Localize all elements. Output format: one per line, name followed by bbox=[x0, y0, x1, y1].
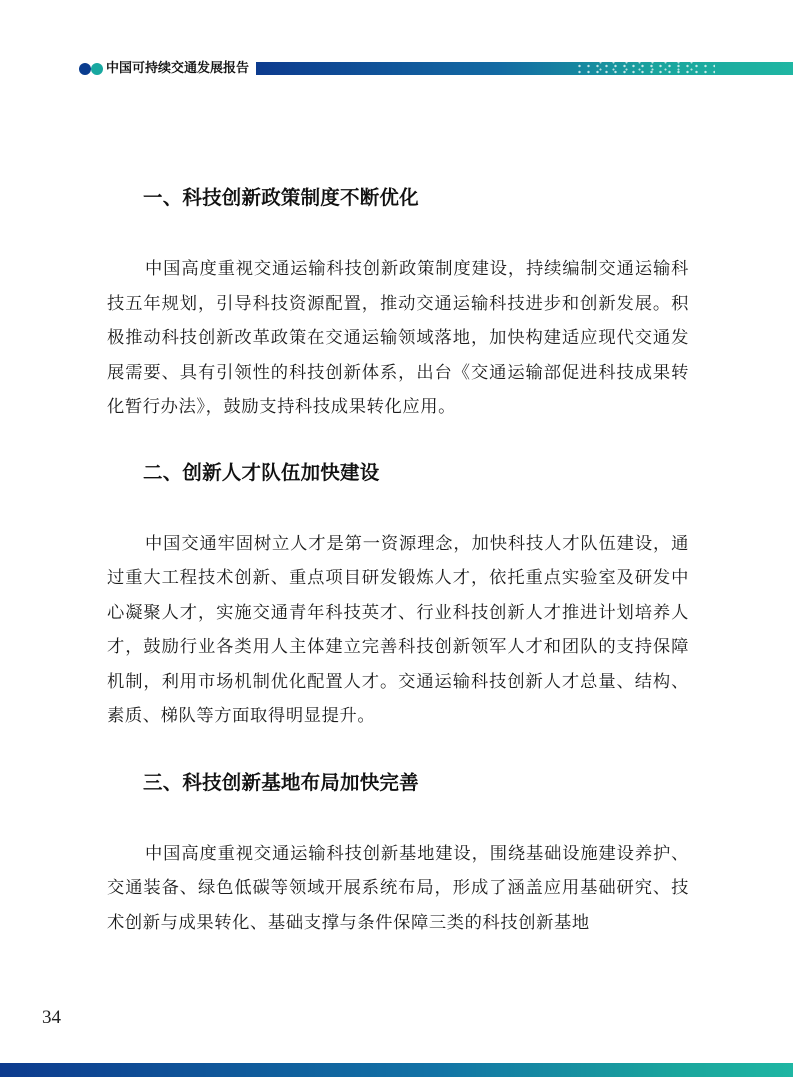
section-paragraph-talent: 中国交通牢固树立人才是第一资源理念，加快科技人才队伍建设，通过重大工程技术创新、重点项目研发锻炼人才，依托重点实验室及研发中心凝聚人才，实施交通青年科技英才、行业科技创新人才推进计划培养人才，鼓励行业各类用人主体建立完善科技创新领军人才和团队的支持保障机制，利用市场机制优化配置人才。交通运输科技创新人才总量、结构、素质、梯队等方面取得明显提升。 bbox=[107, 533, 689, 726]
section-heading-talent: 二、创新人才队伍加快建设 bbox=[143, 460, 380, 484]
section-heading-bases: 三、科技创新基地布局加快完善 bbox=[143, 770, 419, 794]
report-title: 中国可持续交通发展报告 bbox=[106, 61, 250, 76]
footer-gradient-bar bbox=[0, 1063, 793, 1077]
section-heading-policy: 一、科技创新政策制度不断优化 bbox=[143, 186, 419, 209]
header-dot-blue-icon bbox=[79, 63, 91, 75]
page-header bbox=[0, 0, 793, 90]
section-paragraph-bases: 中国高度重视交通运输科技创新基地建设，围绕基础设施建设养护、交通装备、绿色低碳等领域开展系统布局，形成了涵盖应用基础研究、技术创新与成果转化、基础支撑与条件保障三类的科技创新基地 bbox=[107, 843, 689, 933]
header-dot-teal-icon bbox=[91, 63, 103, 75]
page-number: 34 bbox=[42, 1007, 61, 1028]
section-paragraph-policy: 中国高度重视交通运输科技创新政策制度建设，持续编制交通运输科技五年规划，引导科技资源配置，推动交通运输科技进步和创新发展。积极推动科技创新改革政策在交通运输领域落地，加快构建适应现代交通发展需要、具有引领性的科技创新体系，出台《交通运输部促进科技成果转化暂行办法》，鼓励支持科技成果转化应用。 bbox=[107, 259, 689, 417]
page-content bbox=[107, 178, 689, 940]
header-sparkle-pattern-secondary bbox=[590, 62, 700, 75]
